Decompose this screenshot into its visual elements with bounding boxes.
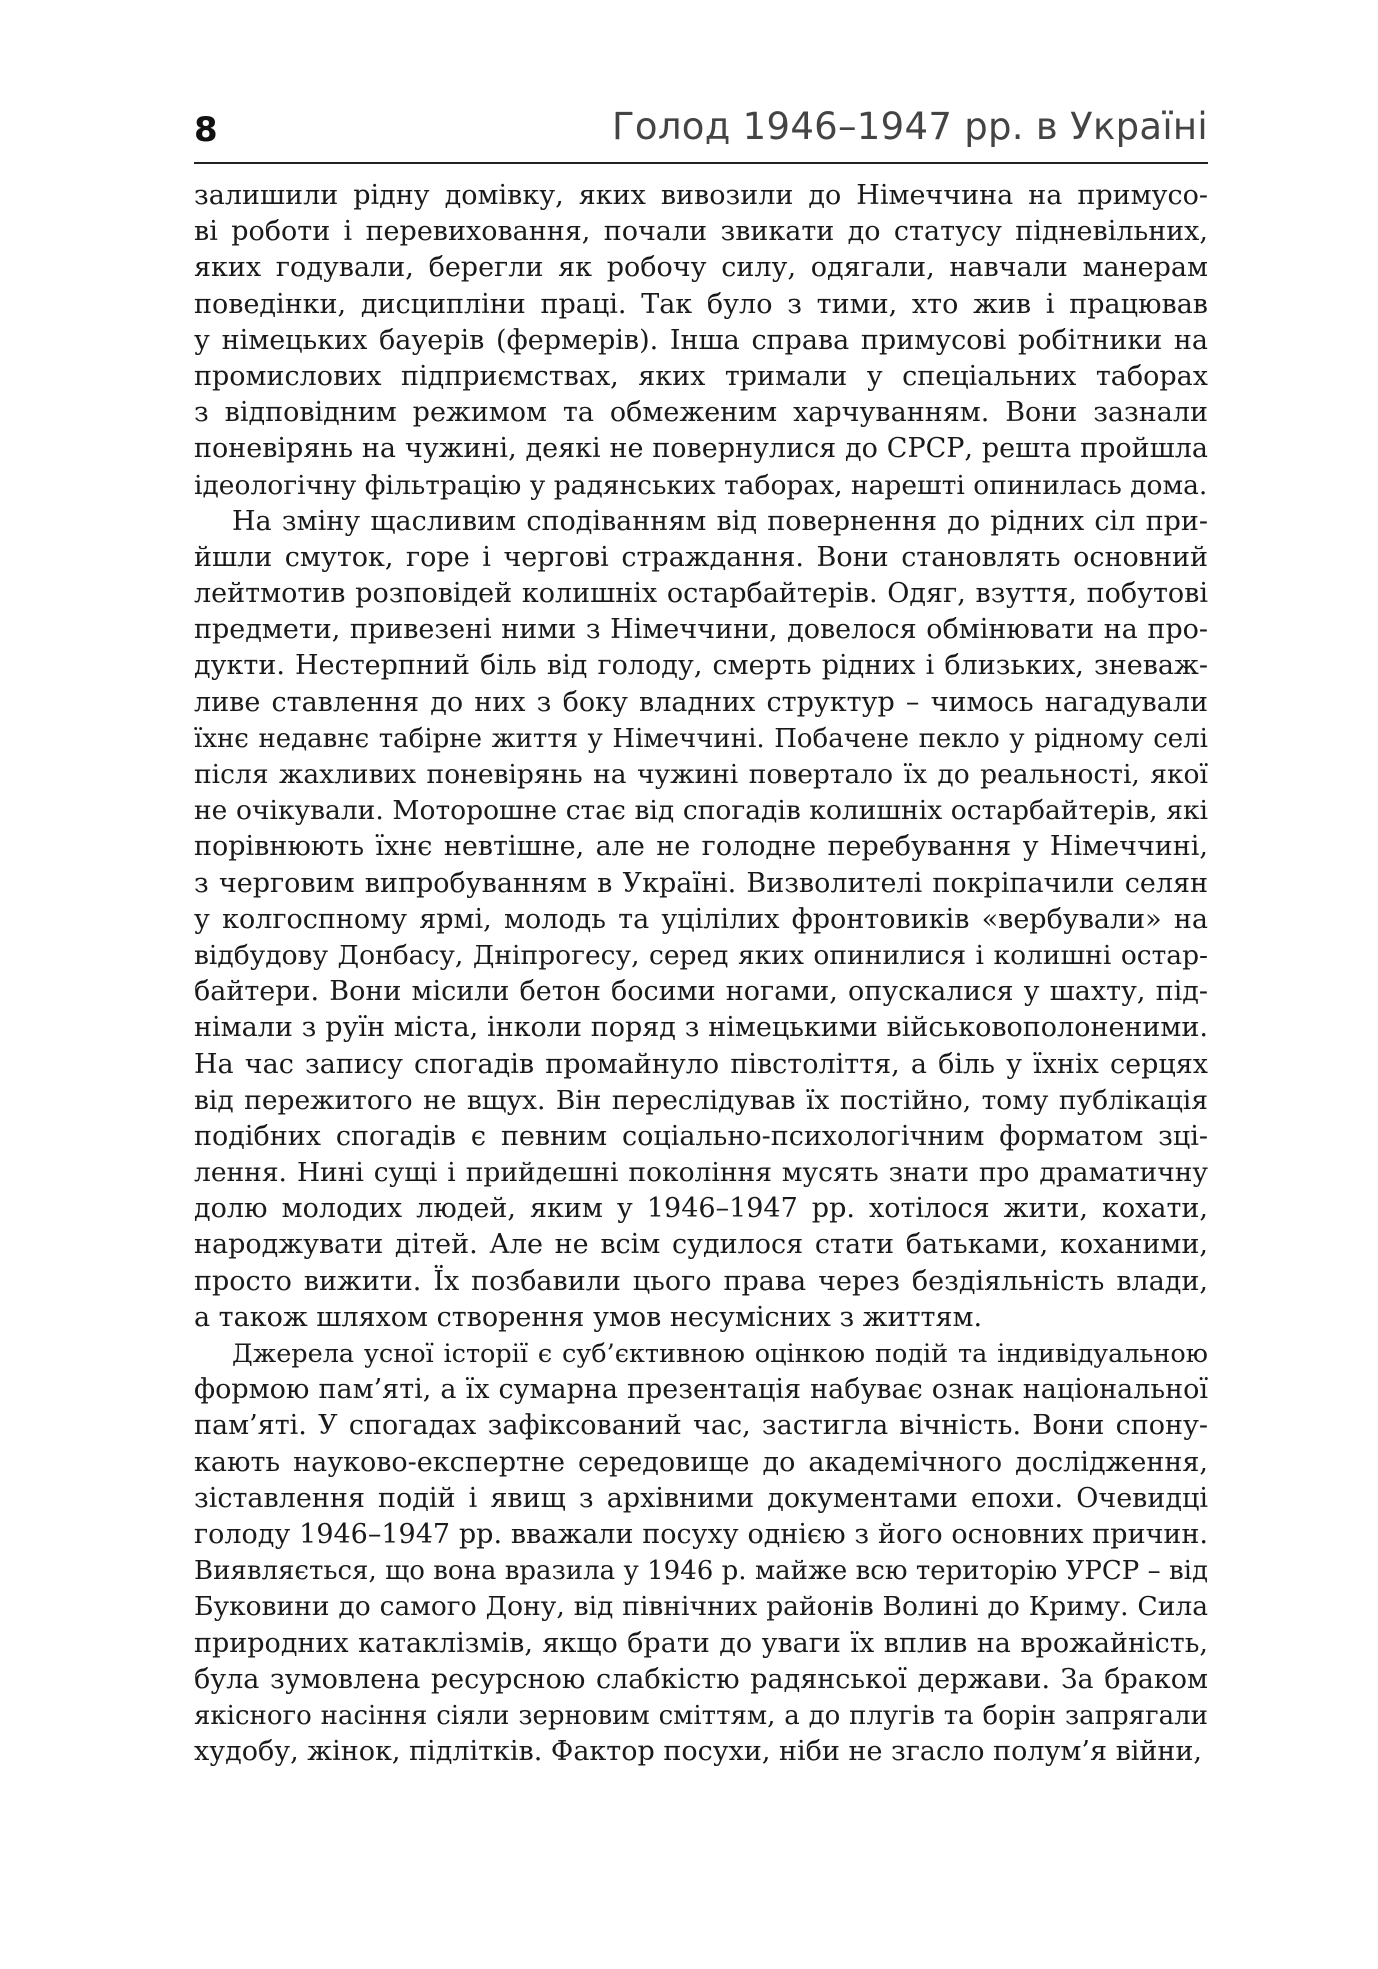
text-line: предмети, привезені ними з Німеччини, довелося обмінювати на про- bbox=[194, 614, 1208, 646]
page-number: 8 bbox=[194, 110, 218, 150]
page-header bbox=[194, 104, 1208, 164]
text-line: формою пам’яті, а їх сумарна презентація набуває ознак національної bbox=[194, 1374, 1208, 1406]
header-divider bbox=[194, 162, 1208, 164]
text-line: ідеологічну фільтрацію у радянських таборах, нарешті опинилась дома. bbox=[194, 469, 1208, 501]
text-line: лення. Нині сущі і прийдешні покоління мусять знати про драматичну bbox=[194, 1157, 1208, 1189]
text-line: подібних спогадів є певним соціально-психологічним форматом зці- bbox=[194, 1120, 1208, 1152]
text-line: йшли смуток, горе і чергові страждання. Вони становлять основний bbox=[194, 541, 1208, 573]
text-line: німали з руїн міста, інколи поряд з німецькими військовополоненими. bbox=[194, 1012, 1208, 1044]
text-line: долю молодих людей, яким у 1946–1947 рр. хотілося жити, кохати, bbox=[194, 1193, 1208, 1225]
text-line: була зумовлена ресурсною слабкістю радянської держави. За браком bbox=[194, 1663, 1208, 1695]
text-line: з відповідним режимом та обмеженим харчуванням. Вони зазнали bbox=[194, 397, 1208, 429]
text-line: Джерела усної історії є суб’єктивною оцінкою подій та індивідуальною bbox=[232, 1339, 1208, 1369]
text-line: Виявляється, що вона вразила у 1946 р. майже всю територію УРСР – від bbox=[194, 1556, 1208, 1587]
text-line: зіставлення подій і явищ з архівними документами епохи. Очевидці bbox=[194, 1482, 1208, 1514]
text-line: Буковини до самого Дону, від північних районів Волині до Криму. Сила bbox=[194, 1591, 1208, 1623]
text-line: не очікували. Моторошне стає від спогадів колишніх остарбайтерів, які bbox=[194, 795, 1208, 827]
paragraph bbox=[194, 504, 1208, 1336]
text-line: а також шляхом створення умов несумісних з життям. bbox=[194, 1301, 983, 1333]
text-line: від пережитого не вщух. Він переслідував їх постійно, тому публікація bbox=[194, 1084, 1208, 1116]
text-line: з черговим випробуванням в Україні. Визволителі покріпачили селян bbox=[194, 867, 1208, 899]
text-line: На зміну щасливим сподіванням від повернення до рідних сіл при- bbox=[232, 505, 1208, 537]
text-line: кають науково-експертне середовище до академічного дослідження, bbox=[194, 1446, 1208, 1478]
text-line: поведінки, дисципліни праці. Так було з тими, хто жив і працював bbox=[194, 288, 1208, 320]
text-line: худобу, жінок, підлітків. Фактор посухи, ніби не згасло полум’я війни, bbox=[194, 1736, 1203, 1768]
text-line: байтери. Вони місили бетон босими ногами, опускалися у шахту, під- bbox=[194, 976, 1208, 1008]
text-line: поневірянь на чужині, деякі не повернулися до СРСР, решта пройшла bbox=[194, 433, 1208, 465]
text-line: у німецьких бауерів (фермерів). Інша справа примусові робітники на bbox=[194, 324, 1208, 356]
text-line: після жахливих поневірянь на чужині повертало їх до реальності, якої bbox=[194, 759, 1208, 790]
text-line: дукти. Нестерпний біль від голоду, смерть рідних і близьких, зневаж- bbox=[194, 650, 1208, 682]
text-line: народжувати дітей. Але не всім судилося стати батьками, коханими, bbox=[194, 1229, 1208, 1261]
text-line: відбудову Донбасу, Дніпрогесу, серед яких опинилися і колишні остар- bbox=[194, 939, 1208, 971]
text-line: голоду 1946–1947 рр. вважали посуху однією з його основних причин. bbox=[194, 1518, 1208, 1550]
text-line: природних катаклізмів, якщо брати до уваги їх вплив на врожайність, bbox=[194, 1627, 1208, 1659]
text-line: ливе ставлення до них з боку владних структур – чимось нагадували bbox=[194, 686, 1208, 718]
text-line: залишили рідну домівку, яких вивозили до Німеччина на примусо- bbox=[194, 180, 1208, 211]
text-line: їхнє недавнє табірне життя у Німеччині. Побачене пекло у рідному селі bbox=[194, 723, 1208, 754]
text-line: ві роботи і перевиховання, почали звикати до статусу підневільних, bbox=[194, 216, 1208, 248]
paragraph bbox=[194, 178, 1208, 504]
text-line: просто вижити. Їх позбавили цього права через бездіяльність влади, bbox=[194, 1265, 1208, 1297]
text-line: лейтмотив розповідей колишніх остарбайтерів. Одяг, взуття, побутові bbox=[194, 578, 1208, 610]
text-line: промислових підприємствах, яких тримали у спеціальних таборах bbox=[194, 360, 1208, 392]
paragraph bbox=[194, 1336, 1208, 1770]
text-line: якісного насіння сіяли зерновим сміттям, а до плугів та борін запрягали bbox=[194, 1700, 1208, 1731]
text-line: На час запису спогадів промайнуло півстоліття, а біль у їхніх серцях bbox=[194, 1048, 1208, 1080]
running-title: Голод 1946–1947 рр. в Україні bbox=[612, 105, 1208, 148]
text-line: яких годували, берегли як робочу силу, одягали, навчали манерам bbox=[194, 252, 1208, 284]
text-line: порівнюють їхнє невтішне, але не голодне перебування у Німеччині, bbox=[194, 831, 1208, 863]
text-line: у колгоспному ярмі, молодь та уцілілих фронтовиків «вербували» на bbox=[194, 903, 1208, 935]
text-line: пам’яті. У спогадах зафіксований час, застигла вічність. Вони спону- bbox=[194, 1410, 1208, 1442]
body-text bbox=[194, 178, 1208, 1770]
